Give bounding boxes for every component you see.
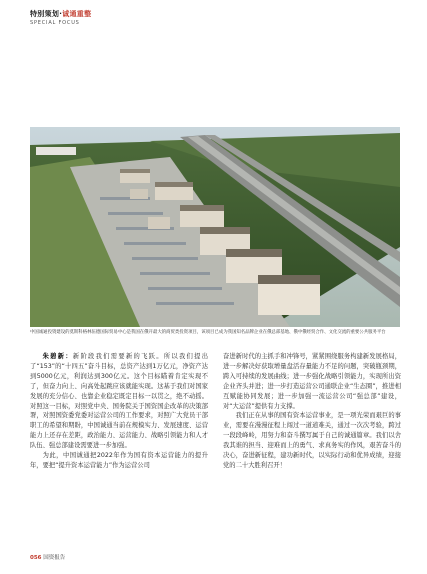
article-column-left (30, 352, 208, 471)
article-paragraph (30, 352, 208, 451)
section-title (30, 10, 410, 19)
page-footer (30, 553, 65, 561)
photo-caption: 中国诚通投资建设的莫斯科格林伍德国际贸易中心是我国在俄开最大的商贸类投资项目，该项目已成为我国知名品牌企业在俄总部基地、俄中俄经贸合作、文化交流的重要公共服务平台 (30, 330, 386, 335)
journal-name: 国资报告 (43, 555, 66, 561)
page-number: 056 (30, 555, 42, 561)
section-subtitle: SPECIAL FOCUS (30, 20, 80, 26)
section-accent: 诚通重整 (62, 10, 92, 18)
aerial-photo-icon (30, 127, 400, 327)
section-label: 特别策划· (30, 10, 63, 18)
article-paragraph: 为此，中国诚通把2022年作为国有资本运营能力的提升年，要把“提升资本运营能力”作为运营公司 (30, 452, 208, 469)
article-paragraph: 奋进新时代的主抓手和冲锋号，紧紧围绕服务构建新发展格局，进一步解决好获取增量盘活存量能力不足的问题，突破瓶颈期，跨入可持续的发展曲线；进一步强化战略引领能力，实现所出资企业齐头并进；进一步打造运营公司通联企业“生态圈”，推进相互赋能协同发展；进一步加强一流运营公司“强总部”建设，对“大运营”提供有力支撑。 (223, 353, 401, 410)
article-text: 新阶段我们需要新的飞跃。所以我们提出了“153”的“十四五”奋斗目标，总资产达到1万亿元，净资产达到5000亿元，利润达到300亿元。这个目标瞄着肯定实现不了，但奋力向上、向高处起跳应该就能实现。这基于我们对国家发展的充分信心、也靠企业稳定既定目标一以贯之，绝不动摇。对照这一目标，对照党中央、国务院关于国资国企改革的决策部署，对照国资委党委对运营公司的工作要求，对照广大党员干部职工的希望和期盼，中国诚通当前在规模实力、发展速度、运营能力上还存在差距，政治能力、运营能力、战略引领能力和人才队伍、强总部建设需要进一步加强。 (30, 353, 209, 450)
article-paragraph: 我们正在从事的国有资本运营事业，是一项光荣而艰巨的事业，需要在漫漫征程上闯过一道道难关，通过一次次考验，跨过一段段峰岭，用努力和奋斗撰写属于自己的诚通篇章。我们以舍我其谁的担当、迎难而上的勇气、求真务实的作风，艰苦奋斗的决心，奋进新征程，建功新时代，以实际行动和优异成绩，迎接党的二十大胜利召开！ (223, 412, 401, 469)
article-column-right (223, 352, 401, 471)
page-header (30, 10, 410, 40)
aerial-photo (30, 127, 400, 327)
speaker-name: 朱碧新： (42, 353, 73, 360)
